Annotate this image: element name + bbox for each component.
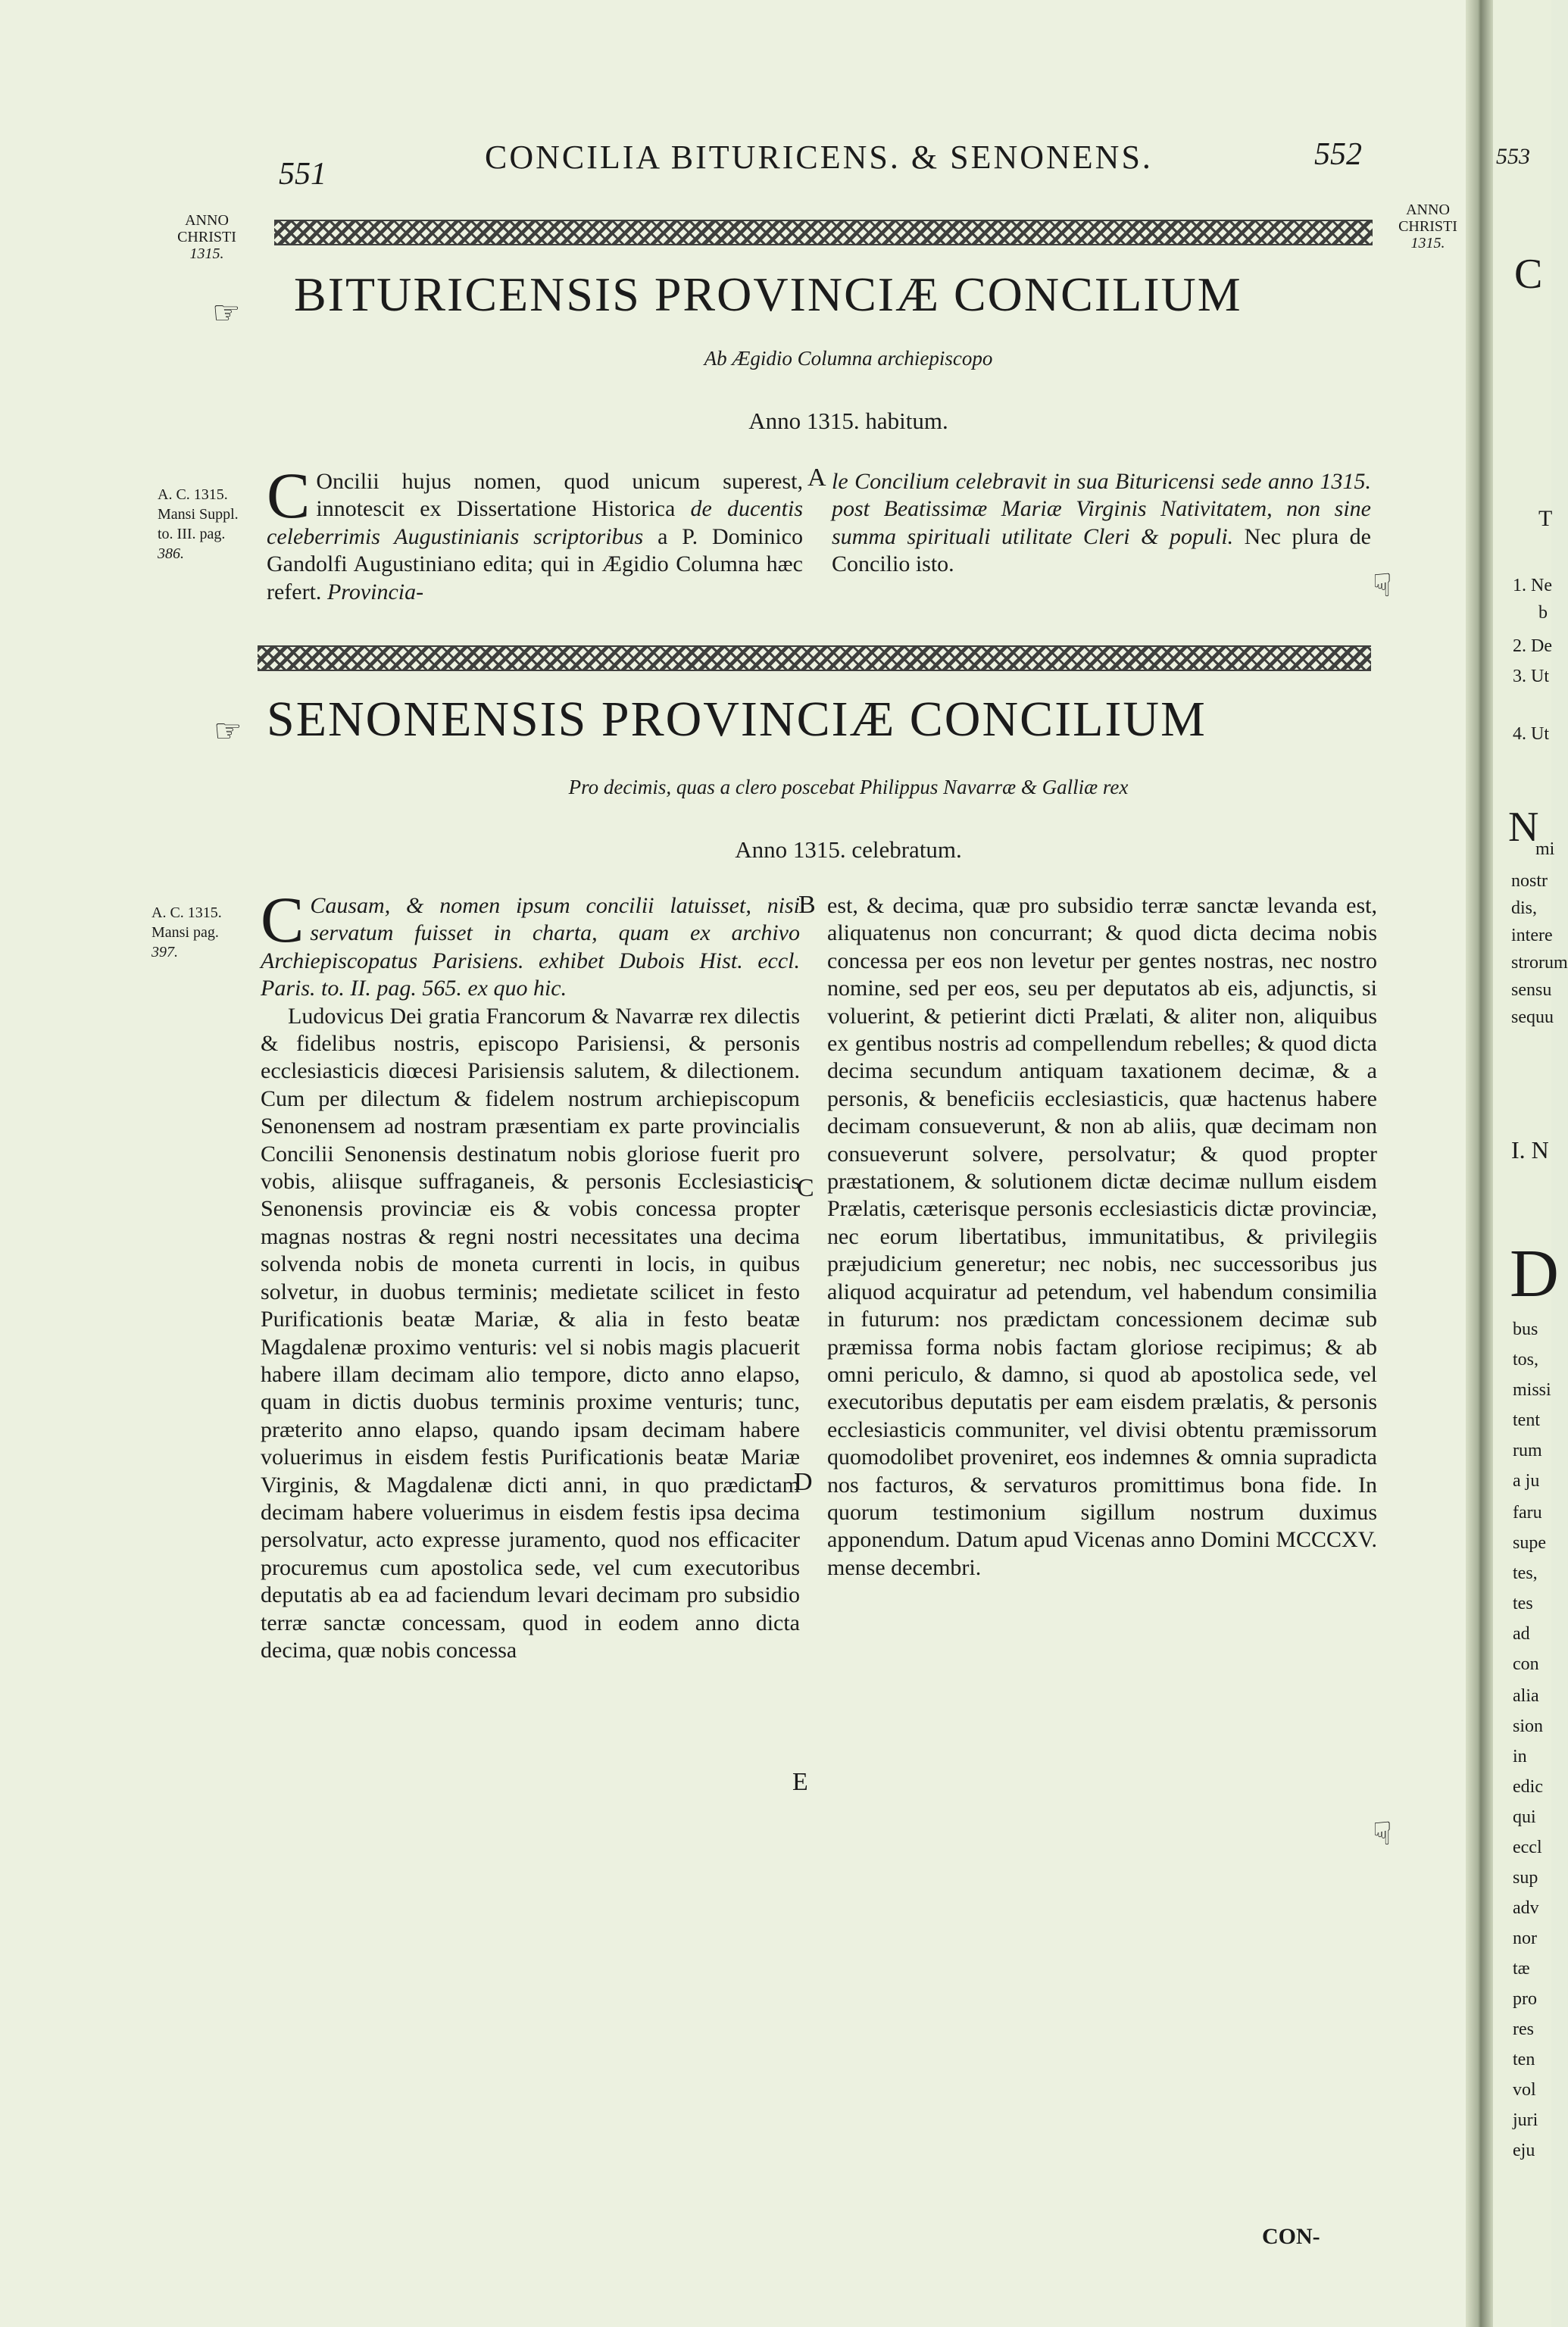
fragment: tæ xyxy=(1513,1959,1530,1979)
year-label: 1315. xyxy=(1410,235,1445,251)
catchword: CON- xyxy=(1262,2224,1320,2249)
margin-line: A. C. 1315. xyxy=(158,486,228,503)
anno-label: ANNO xyxy=(185,212,229,229)
charter-text: Ludovicus Dei gratia Francorum & Navarræ rex dilectis & fidelibus nostris, episcopo Parisiensi, & personis ecclesiasticis diœcesi Parisiensis salutem, & dilectionem. Cum per dilectum & fidelem nostrum archiepiscopum Senonensem ad nostram præsentiam ex parte provincialis Concilii Senonensis destinatum nobis gloriose fuerit pro vobis, aliisque suffraganeis, & personis Ecclesiasticis Senonensis provinciæ eis & vobis concessa propter magnas nostras & regni nostri necessitates una decima solvenda nobis de moneta currenti in locis, in quibus solvetur, in duobus terminis; medietate scilicet in festo Purificationis beatæ Mariæ, & alia in festo beatæ Magdalenæ proximo venturis: vel si nobis magis placuerit habere illam decimam alio tempore, dicto anno elapso, quam in dictis duobus terminis proxime venturis; tunc, præterito anno elapso, quando ipsam decimam habere voluerimus in eisdem festis Purificationis beatæ Mariæ Virginis, & Magdalenæ dicti anni, in quo prædictam decimam habere voluerimus in eisdem festis ipsa decima persolvatur, acto expresse juramento, quod nos efficaciter procuremus cum apostolica sede, vel cum executoribus deputatis ab ea ad faciendum levari decimam pro subsidio terræ sanctæ concessam, quod in eodem anno dicta decima, quæ nobis concessa xyxy=(261,1003,800,1663)
anno-christi-left xyxy=(165,212,248,262)
fragment: sequu xyxy=(1511,1007,1554,1027)
intro-note-italic: Causam, & nomen ipsum concilii latuisset, nisi servatum fuisset in charta, quam ex archivo Archiepiscopatus Parisiens. exhibet Dubois Hist. eccl. Paris. to. II. pag. 565. ex quo hic. xyxy=(261,893,800,1001)
margin-line: to. III. pag. xyxy=(158,526,226,542)
fragment: C xyxy=(1514,251,1543,298)
fragment: tes xyxy=(1513,1594,1533,1613)
section-letter: B xyxy=(798,891,816,919)
fragment: 1. Ne xyxy=(1513,576,1552,595)
fragment: ad xyxy=(1513,1624,1530,1644)
fragment: 2. De xyxy=(1513,636,1552,656)
section-letter: D xyxy=(794,1468,813,1496)
fragment: con xyxy=(1513,1654,1539,1674)
fragment: dis, xyxy=(1511,898,1538,918)
christi-label: CHRISTI xyxy=(1398,218,1457,235)
pointing-hand-icon: ☞ xyxy=(212,296,241,331)
paragraph-text: Oncilii hujus nomen, quod unicum superest, innotescit ex Dissertatione Historica xyxy=(316,469,803,522)
fragment: sup xyxy=(1513,1868,1538,1888)
fragment: bus xyxy=(1513,1320,1538,1339)
column-right xyxy=(832,468,1371,579)
fragment: D xyxy=(1510,1236,1559,1311)
council-title: SENONENSIS PROVINCIÆ CONCILIUM xyxy=(267,692,1207,747)
council-year: Anno 1315. habitum. xyxy=(748,408,948,434)
fragment: I. N xyxy=(1511,1136,1549,1164)
paragraph-text: a P. Dominico Gandolfi Augustiniano edita; qui in Ægidio Columna hæc refert. xyxy=(267,523,803,604)
fragment: faru xyxy=(1513,1503,1542,1523)
fragment: 4. Ut xyxy=(1513,724,1549,744)
christi-label: CHRISTI xyxy=(177,229,236,245)
column-right xyxy=(827,892,1377,1582)
ornamental-rule xyxy=(274,220,1373,245)
fragment: tent xyxy=(1513,1410,1540,1430)
fragment: ten xyxy=(1513,2050,1535,2069)
council-subtitle: Pro decimis, quas a clero poscebat Philippus Navarræ & Galliæ rex xyxy=(568,776,1129,798)
drop-cap: C xyxy=(267,459,311,532)
paragraph-text-italic: de ducentis celeberrimis Augustinianis scriptoribus xyxy=(267,496,803,549)
margin-line: 386. xyxy=(158,545,184,562)
fragment: supe xyxy=(1513,1533,1546,1553)
pointing-hand-icon: ☟ xyxy=(1373,569,1392,604)
fragment: res xyxy=(1513,2019,1534,2039)
fragment: tes, xyxy=(1513,1563,1538,1583)
next-page-edge xyxy=(1493,0,1568,2327)
margin-line: 397. xyxy=(151,944,178,960)
fragment: a ju xyxy=(1513,1471,1540,1491)
fragment: sion xyxy=(1513,1716,1544,1736)
anno-label: ANNO xyxy=(1406,201,1450,218)
section-letter: E xyxy=(792,1768,808,1796)
ornamental-rule xyxy=(258,645,1371,671)
pointing-hand-icon: ☟ xyxy=(1373,1817,1392,1852)
fragment: juri xyxy=(1513,2110,1538,2130)
fragment: b xyxy=(1538,603,1548,623)
fragment: in xyxy=(1513,1747,1527,1766)
charter-text: est, & decima, quæ pro subsidio terræ sanctæ levanda est, aliquatenus non concurrant; & quod dicta decima nobis concessa per eos non levetur per gentes nostras, nec nostro nomine, sed per eos, seu per deputatos ab eis, adjunctis, si voluerint, & petierint dicti Prælati, & aliter non, aliquibus ex gentibus nostris ad compellendum rebelles; & quod dicta decima secundum antiquam taxationem decimæ, & a personis, & beneficiis ecclesiasticis, quæ hactenus habere decimam consueverunt, & non ab aliis, quæ decimam non consueverunt solvere, persolvatur; & quod propter præstationem, & solutionem dictæ decimæ nullum eisdem Prælatis, cæterisque personis ecclesiasticis dictæ provinciæ, nec eorum libertatibus, immunitatibus, & privilegiis præjudicium generetur; nec nobis, nec successoribus jus aliquod acquiratur ad petendum, vel habendum consimilia in futurum: nos prædictam concessionem decimæ sub præmissa forma nobis factam gloriose recipimus; & ab omni periculo, & damno, si quod ab apostolica sede, vel executoribus deputatis per eam eisdem prælatis, & personis ecclesiasticis communiter, vel divisi obtentu præmissorum quomodolibet proveniret, eos indemnes & omnia supradicta nos facturos, & servaturos promittimus bona fide. In quorum testimonium sigillum nostrum duximus apponendum. Datum apud Vicenas anno Domini MCCCXV. mense decembri. xyxy=(827,893,1377,1580)
margin-line: A. C. 1315. xyxy=(151,904,222,921)
page-number-left: 551 xyxy=(279,157,326,192)
section-letter: A xyxy=(807,464,826,492)
fragment: N xyxy=(1508,804,1539,851)
book-spine xyxy=(1466,0,1493,2327)
fragment: alia xyxy=(1513,1686,1539,1706)
year-label: 1315. xyxy=(189,245,224,262)
column-left xyxy=(267,459,803,606)
fragment: edic xyxy=(1513,1777,1543,1797)
fragment: missi xyxy=(1513,1380,1551,1400)
fragment: eju xyxy=(1513,2141,1535,2160)
fragment: eccl xyxy=(1513,1838,1542,1857)
margin-note xyxy=(158,485,264,564)
anno-christi-right xyxy=(1386,201,1470,251)
paragraph-text: Nec plura de Concilio isto. xyxy=(832,523,1371,577)
paragraph-text-italic: Provincia- xyxy=(321,579,424,604)
fragment: adv xyxy=(1513,1898,1539,1918)
pointing-hand-icon: ☞ xyxy=(214,714,242,749)
next-page-number: 553 xyxy=(1496,144,1530,169)
fragment: nor xyxy=(1513,1929,1537,1948)
fragment: qui xyxy=(1513,1807,1536,1827)
fragment: pro xyxy=(1513,1989,1537,2009)
fragment: intere xyxy=(1511,926,1553,945)
drop-cap: C xyxy=(261,883,305,956)
council-year: Anno 1315. celebratum. xyxy=(735,836,962,863)
margin-note xyxy=(151,903,258,962)
margin-line: Mansi Suppl. xyxy=(158,506,239,523)
paragraph-text-italic: le Concilium celebravit in sua Bituricensi sede anno 1315. post Beatissimæ Mariæ Virginis Nativitatem, non sine summa spirituali utilitate Cleri & populi. xyxy=(832,469,1371,549)
fragment: mi xyxy=(1535,839,1555,859)
column-left xyxy=(261,883,800,1664)
fragment: strorum xyxy=(1511,953,1568,973)
fragment: 3. Ut xyxy=(1513,667,1549,686)
fragment: vol xyxy=(1513,2080,1536,2100)
section-letter: C xyxy=(797,1174,814,1202)
page-number-right: 552 xyxy=(1314,137,1362,172)
fragment: tos, xyxy=(1513,1350,1539,1370)
fragment: rum xyxy=(1513,1441,1542,1460)
fragment: sensu xyxy=(1511,980,1552,1000)
running-title: CONCILIA BITURICENS. & SENONENS. xyxy=(485,139,1153,176)
fragment: nostr xyxy=(1511,871,1548,891)
fragment: T xyxy=(1538,506,1553,531)
council-title: BITURICENSIS PROVINCIÆ CONCILIUM xyxy=(294,267,1242,321)
margin-line: Mansi pag. xyxy=(151,924,219,941)
council-subtitle: Ab Ægidio Columna archiepiscopo xyxy=(704,347,993,370)
